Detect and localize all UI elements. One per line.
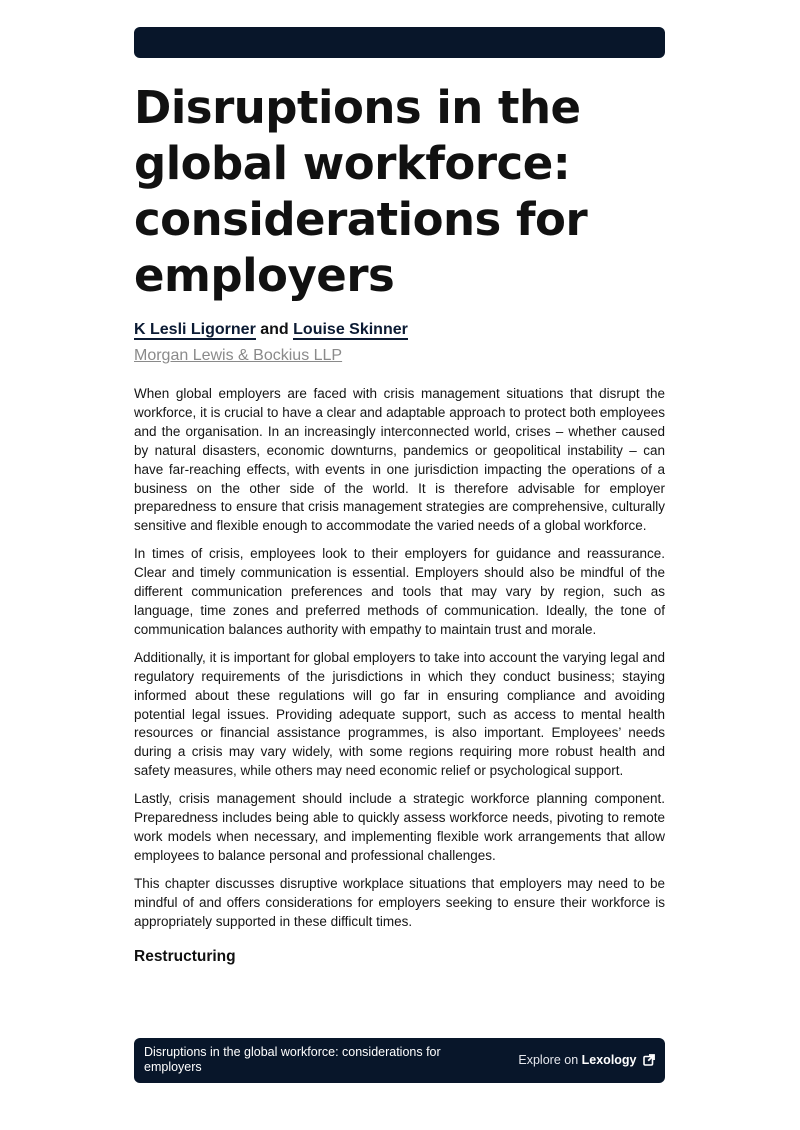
article-body [134,385,665,967]
author-line [134,320,408,340]
section-heading: Restructuring [134,948,236,966]
explore-on-lexology-link[interactable] [518,1052,655,1070]
firm-link[interactable]: Morgan Lewis & Bockius LLP [134,347,343,364]
footer-title: Disruptions in the global workforce: considerations for employers [144,1045,441,1074]
body-paragraph: This chapter discusses disruptive workplace situations that employers may need to be mindful of and offers considerations for employers seeking to ensure their workforce is appropriately supported in these difficult times. [134,875,665,929]
external-link-icon [643,1054,655,1070]
author-connector: and [260,321,289,338]
explore-label: Explore on [518,1053,579,1067]
body-paragraph: In times of crisis, employees look to their employers for guidance and reassurance. Clear and timely communication is essential. Employers should also be mindful of the different communication preferences and tools that may vary by region, such as language, time zones and preferred methods of communication. Ideally, the tone of communication balances authority with empathy to maintain trust and morale. [134,546,665,637]
body-paragraph: Lastly, crisis management should include a strategic workforce planning component. Preparedness includes being able to quickly assess workforce needs, pivoting to remote work models when necessary, and implementing flexible work arrangements that allow employees to balance personal and professional challenges. [134,791,665,863]
body-paragraph: When global employers are faced with crisis management situations that disrupt the workforce, it is crucial to have a clear and adaptable approach to protect both employees and the organisation. In an increasingly interconnected world, crises – whether caused by natural disasters, economic downturns, pandemics or geopolitical instability – can have far-reaching effects, with events in one jurisdiction impacting the operations of a business on the other side of the world. It is therefore advisable for employer preparedness to ensure that crisis management strategies are comprehensive, culturally sensitive and flexible enough to accommodate the varied needs of a global workforce. [134,386,665,534]
lexology-brand: Lexology [581,1053,637,1067]
article-title: Disruptions in the global workforce: considerations for employers [134,81,588,302]
author-link-skinner[interactable]: Louise Skinner [293,321,408,338]
author-link-ligorner[interactable]: K Lesli Ligorner [134,321,256,338]
footer-bar [134,1038,665,1083]
body-paragraph: Additionally, it is important for global employers to take into account the varying legal and regulatory requirements of the jurisdictions in which they conduct business; staying informed about these regulations will go far in ensuring compliance and avoiding potential legal issues. Providing adequate support, such as access to mental health resources or financial assistance programmes, is also important. Employees’ needs during a crisis may vary widely, with some regions requiring more robust health and safety measures, while others may need economic relief or psychological support. [134,649,665,779]
header-bar [134,27,665,58]
